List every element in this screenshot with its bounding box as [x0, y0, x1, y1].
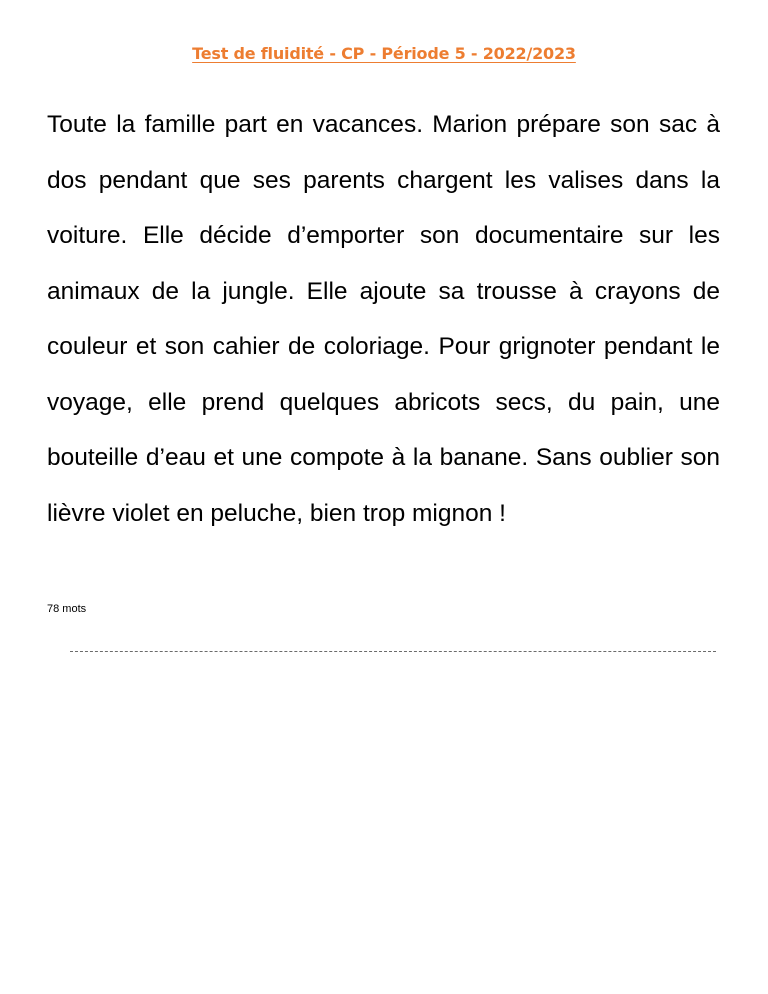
reading-passage: Toute la famille part en vacances. Marion prépare son sac à dos pendant que ses parents chargent les valises dans la voiture. Elle décide d’emporter son documentaire sur les animaux de la jungle. Elle ajoute sa trousse à crayons de couleur et son cahier de coloriage. Pour grignoter pendant le voyage, elle prend quelques abricots secs, du pain, une bouteille d’eau et une compote à la banane. Sans oublier son lièvre violet en peluche, bien trop mignon ! [47, 111, 720, 527]
word-count: 78 mots [47, 603, 87, 615]
dashed-separator [70, 651, 716, 652]
title-container [0, 44, 768, 64]
document-title: Test de fluidité - CP - Période 5 - 2022/2023 [192, 44, 576, 63]
